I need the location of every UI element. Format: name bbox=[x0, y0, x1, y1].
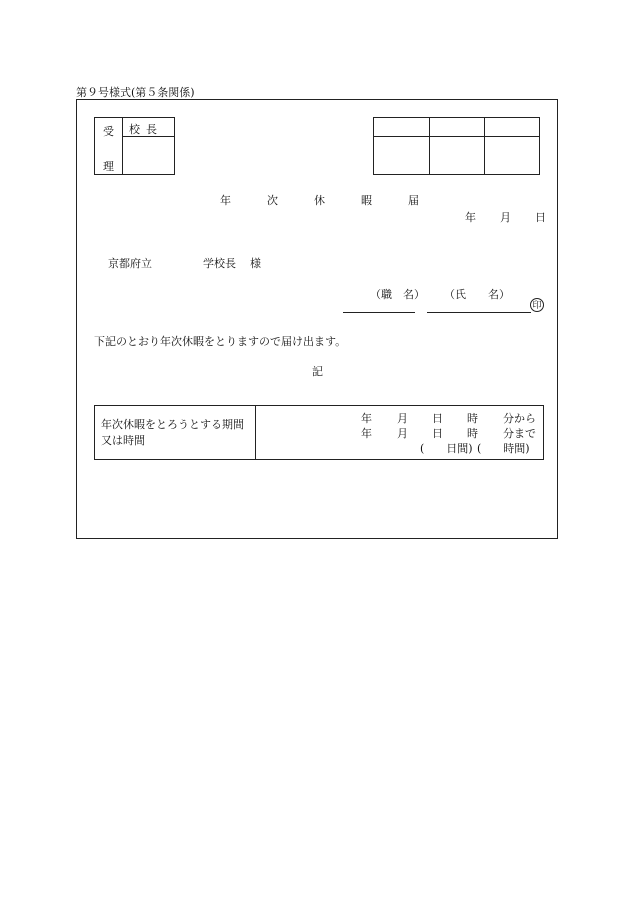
statement-text: 下記のとおり年次休暇をとりますので届け出ます。 bbox=[94, 335, 347, 348]
title-char: 届 bbox=[408, 194, 419, 207]
receipt-box bbox=[94, 117, 175, 175]
receipt-label-1: 受 bbox=[103, 125, 114, 138]
to-hour: 時 bbox=[467, 427, 478, 440]
to-minute: 分まで bbox=[503, 427, 536, 440]
from-year: 年 bbox=[361, 412, 372, 425]
from-day: 日 bbox=[432, 412, 443, 425]
date-month: 月 bbox=[500, 211, 511, 224]
approval-stamp-boxes bbox=[373, 117, 540, 175]
title-char: 次 bbox=[267, 194, 278, 207]
from-minute: 分から bbox=[503, 412, 536, 425]
title-char: 年 bbox=[220, 194, 231, 207]
stamp-divider bbox=[429, 118, 430, 174]
principal-header: 校長 bbox=[129, 123, 163, 136]
name-line bbox=[427, 312, 531, 313]
from-hour: 時 bbox=[467, 412, 478, 425]
to-year: 年 bbox=[361, 427, 372, 440]
stamp-header-divider bbox=[374, 136, 539, 137]
from-month: 月 bbox=[397, 412, 408, 425]
stamp-divider bbox=[484, 118, 485, 174]
period-divider bbox=[255, 406, 256, 459]
name-label: （氏 名） bbox=[444, 288, 510, 301]
addressee-principal: 学校長 bbox=[203, 257, 236, 270]
receipt-label-2: 理 bbox=[103, 160, 114, 173]
seal-mark: 印 bbox=[530, 298, 544, 312]
addressee-honorific: 様 bbox=[250, 257, 261, 270]
period-label: 年次休暇をとろうとする期間又は時間 bbox=[101, 418, 244, 447]
date-year: 年 bbox=[465, 211, 476, 224]
position-label: （職 名） bbox=[370, 288, 425, 301]
ki-label: 記 bbox=[312, 365, 323, 378]
title-char: 休 bbox=[314, 194, 325, 207]
total-hours: ( 時間) bbox=[477, 442, 530, 455]
position-line bbox=[343, 312, 415, 313]
to-day: 日 bbox=[432, 427, 443, 440]
date-day: 日 bbox=[535, 211, 546, 224]
total-days: ( 日間) bbox=[420, 442, 473, 455]
form-title bbox=[220, 192, 455, 208]
receipt-divider bbox=[122, 118, 123, 174]
to-month: 月 bbox=[397, 427, 408, 440]
title-char: 暇 bbox=[361, 194, 372, 207]
addressee-prefix: 京都府立 bbox=[108, 257, 152, 270]
form-number-label: 第９号様式(第５条関係) bbox=[76, 86, 195, 99]
